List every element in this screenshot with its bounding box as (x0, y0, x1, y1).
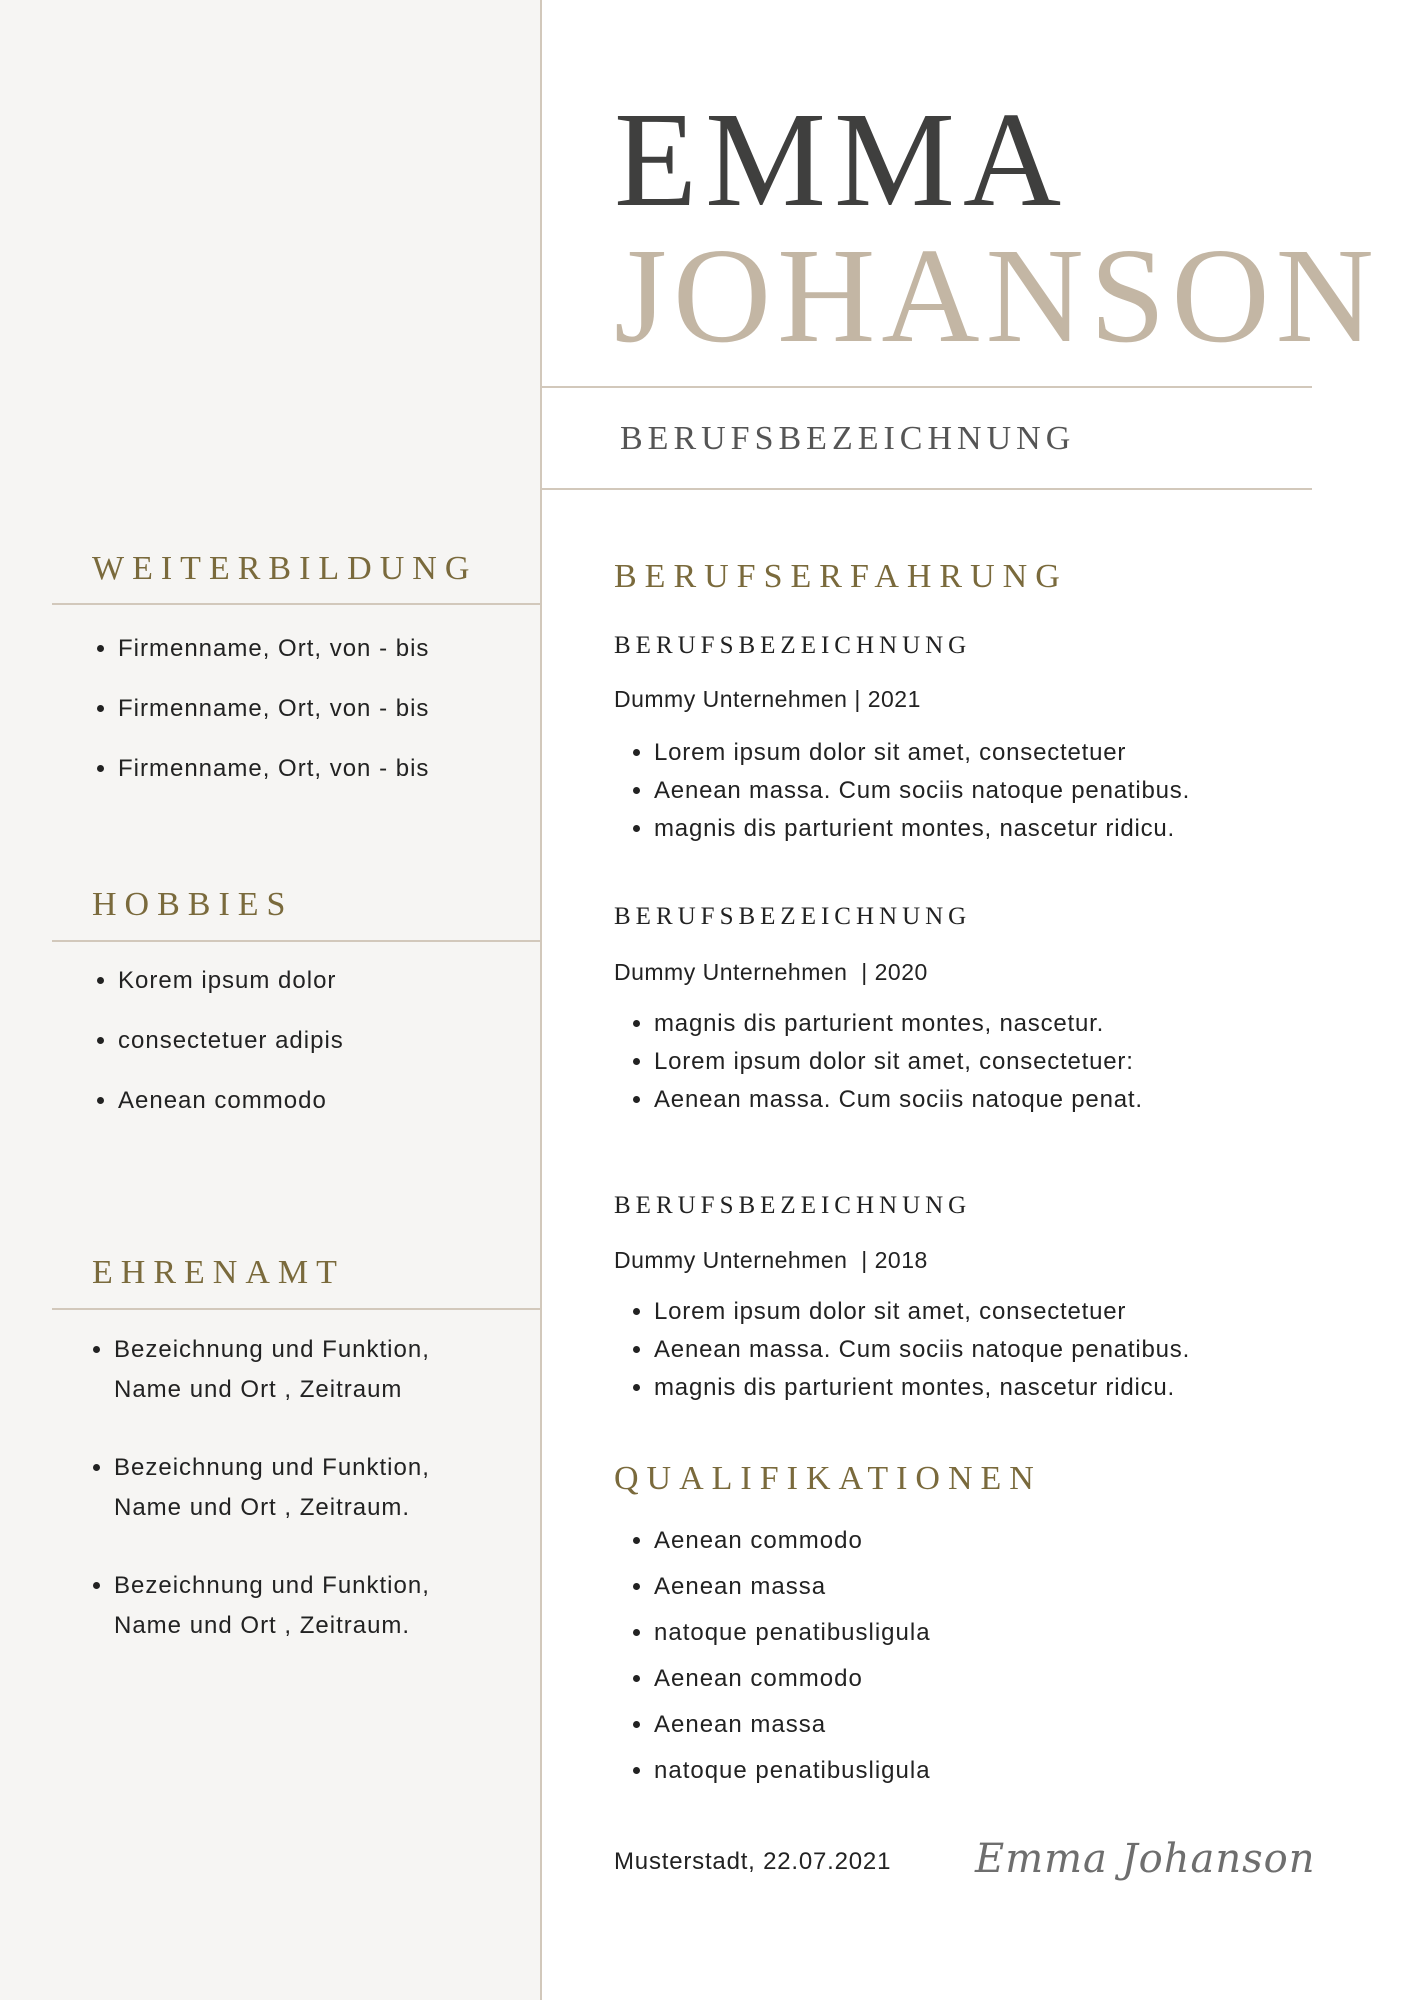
ehrenamt-list (88, 1330, 430, 1684)
list-item: • Firmenname, Ort, von - bis (118, 756, 429, 782)
list-item: • Aenean massa (654, 1702, 931, 1748)
ehrenamt-role: Bezeichnung und Funktion, (114, 1572, 430, 1599)
list-item: • consectetuer adipis (118, 1028, 344, 1054)
ehrenamt-heading: EHRENAMT (92, 1254, 345, 1291)
hobbies-list (92, 968, 344, 1148)
job-bullets (628, 1005, 1143, 1119)
list-item: • magnis dis parturient montes, nascetur ridicu. (654, 810, 1190, 848)
list-item: • natoque penatibusligula (654, 1610, 931, 1656)
job-bullets (628, 1293, 1190, 1407)
list-item: • Aenean commodo (654, 1518, 931, 1564)
job-title: BERUFSBEZEICHNUNG (614, 632, 972, 659)
divider (52, 940, 542, 942)
ehrenamt-role: Bezeichnung und Funktion, (114, 1454, 430, 1481)
ehrenamt-details: Name und Ort , Zeitraum. (114, 1494, 411, 1521)
weiterbildung-list (92, 636, 429, 816)
list-item: • Firmenname, Ort, von - bis (118, 696, 429, 722)
job-title: BERUFSBEZEICHNUNG (620, 420, 1076, 457)
list-item: • Firmenname, Ort, von - bis (118, 636, 429, 662)
list-item: • Lorem ipsum dolor sit amet, consectetuer (654, 734, 1190, 772)
ehrenamt-details: Name und Ort , Zeitraum. (114, 1612, 411, 1639)
job-title: BERUFSBEZEICHNUNG (614, 903, 972, 930)
list-item: • Aenean massa. Cum sociis natoque penatibus. (654, 1331, 1190, 1369)
list-item: • natoque penatibusligula (654, 1748, 931, 1794)
list-item: • Korem ipsum dolor (118, 968, 344, 994)
list-item (114, 1330, 430, 1410)
list-item (114, 1566, 430, 1646)
job-company: Dummy Unternehmen | 2018 (614, 1247, 928, 1273)
divider (52, 603, 542, 605)
list-item: • Aenean massa. Cum sociis natoque penat. (654, 1081, 1143, 1119)
qualifications-heading: QUALIFIKATIONEN (614, 1460, 1042, 1497)
job-title: BERUFSBEZEICHNUNG (614, 1192, 972, 1219)
list-item: • Aenean massa. Cum sociis natoque penatibus. (654, 772, 1190, 810)
experience-heading: BERUFSERFAHRUNG (614, 558, 1068, 595)
weiterbildung-heading: WEITERBILDUNG (92, 550, 478, 587)
list-item: • magnis dis parturient montes, nascetur ridicu. (654, 1369, 1190, 1407)
job-bullets (628, 734, 1190, 848)
list-item (114, 1448, 430, 1528)
list-item: • magnis dis parturient montes, nascetur. (654, 1005, 1143, 1043)
list-item: • Aenean commodo (118, 1088, 344, 1114)
hobbies-heading: HOBBIES (92, 886, 294, 923)
divider (52, 1308, 542, 1310)
list-item: • Lorem ipsum dolor sit amet, consectetuer: (654, 1043, 1143, 1081)
list-item: • Lorem ipsum dolor sit amet, consectetuer (654, 1293, 1190, 1331)
list-item: • Aenean commodo (654, 1656, 931, 1702)
first-name: EMMA (614, 85, 1070, 235)
qualifications-list (628, 1518, 931, 1794)
divider (542, 386, 1312, 388)
divider (542, 488, 1312, 490)
ehrenamt-details: Name und Ort , Zeitraum (114, 1376, 403, 1403)
job-company: Dummy Unternehmen | 2021 (614, 686, 921, 712)
list-item: • Aenean massa (654, 1564, 931, 1610)
signature: Emma Johanson (975, 1836, 1316, 1882)
ehrenamt-role: Bezeichnung und Funktion, (114, 1336, 430, 1363)
job-company: Dummy Unternehmen | 2020 (614, 959, 928, 985)
place-date: Musterstadt, 22.07.2021 (614, 1848, 892, 1875)
last-name: JOHANSON (614, 221, 1380, 371)
